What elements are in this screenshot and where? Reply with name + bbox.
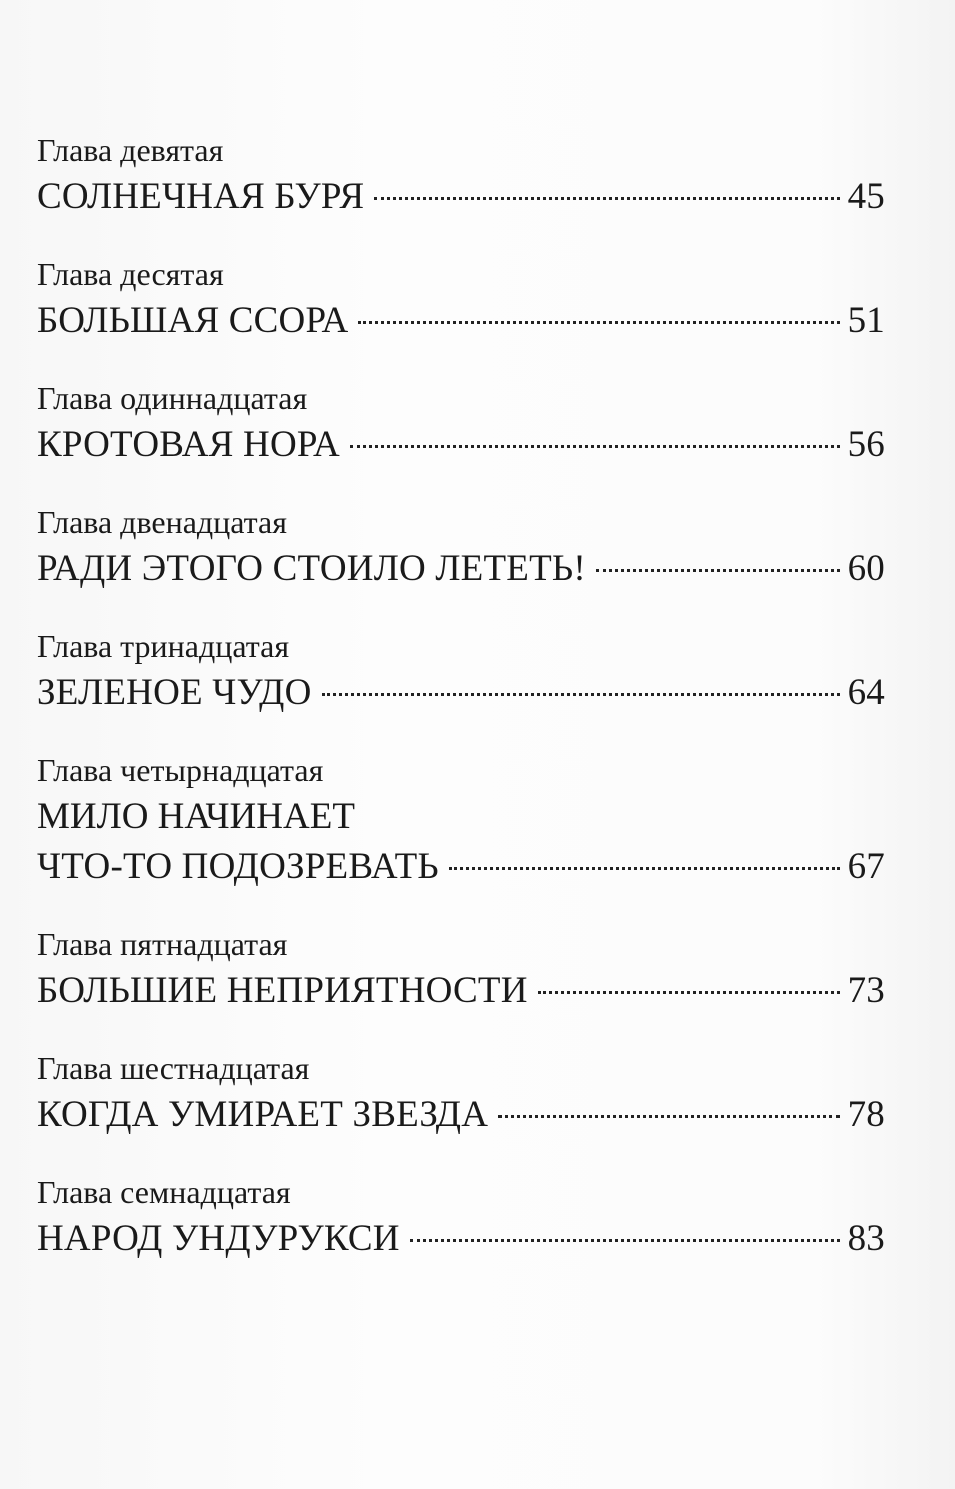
dot-leader — [449, 866, 840, 870]
chapter-title: КОГДА УМИРАЕТ ЗВЕЗДА — [37, 1094, 489, 1135]
chapter-label: Глава двенадцатая — [37, 504, 287, 540]
page-number: 73 — [847, 970, 885, 1011]
dot-leader — [322, 692, 840, 696]
chapter-title-line — [37, 172, 885, 222]
chapter-title: БОЛЬШИЕ НЕПРИЯТНОСТИ — [37, 970, 528, 1011]
chapter-title: РАДИ ЭТОГО СТОИЛО ЛЕТЕТЬ! — [37, 548, 586, 589]
dot-leader — [596, 568, 840, 572]
page-number: 67 — [847, 846, 885, 887]
chapter-title-line — [37, 1090, 885, 1140]
chapter-label: Глава шестнадцатая — [37, 1050, 310, 1086]
chapter-label: Глава тринадцатая — [37, 628, 290, 664]
chapter-title: БОЛЬШАЯ ССОРА — [37, 300, 349, 341]
dot-leader — [358, 320, 839, 324]
chapter-title-line — [37, 1214, 885, 1264]
chapter-title: ЧТО-ТО ПОДОЗРЕВАТЬ — [37, 846, 439, 887]
toc-entry — [37, 500, 885, 594]
table-of-contents — [37, 128, 885, 1294]
dot-leader — [350, 444, 840, 448]
chapter-title-line — [37, 842, 885, 892]
page-number: 60 — [847, 548, 885, 589]
dot-leader — [498, 1114, 839, 1118]
chapter-title: КРОТОВАЯ НОРА — [37, 424, 340, 465]
chapter-label: Глава одиннадцатая — [37, 380, 308, 416]
chapter-label: Глава семнадцатая — [37, 1174, 291, 1210]
toc-entry — [37, 748, 885, 892]
toc-entry — [37, 252, 885, 346]
page-number: 64 — [847, 672, 885, 713]
chapter-label: Глава пятнадцатая — [37, 926, 288, 962]
chapter-label: Глава девятая — [37, 132, 224, 168]
page-number: 83 — [847, 1218, 885, 1259]
page-number: 56 — [847, 424, 885, 465]
dot-leader — [538, 990, 840, 994]
chapter-title-line — [37, 668, 885, 718]
dot-leader — [410, 1238, 840, 1242]
toc-entry — [37, 1170, 885, 1264]
chapter-label: Глава десятая — [37, 256, 224, 292]
chapter-title-line — [37, 966, 885, 1016]
toc-entry — [37, 128, 885, 222]
chapter-label: Глава четырнадцатая — [37, 752, 324, 788]
chapter-title: СОЛНЕЧНАЯ БУРЯ — [37, 176, 365, 217]
toc-entry — [37, 922, 885, 1016]
chapter-title-first-line: МИЛО НАЧИНАЕТ — [37, 796, 355, 837]
chapter-title: НАРОД УНДУРУКСИ — [37, 1218, 400, 1259]
chapter-title-line — [37, 296, 885, 346]
toc-entry — [37, 376, 885, 470]
chapter-title-line — [37, 420, 885, 470]
toc-entry — [37, 624, 885, 718]
page-number: 45 — [847, 176, 885, 217]
dot-leader — [374, 196, 839, 200]
chapter-title: ЗЕЛЕНОЕ ЧУДО — [37, 672, 312, 713]
page-number: 51 — [847, 300, 885, 341]
chapter-title-line — [37, 544, 885, 594]
page-number: 78 — [847, 1094, 885, 1135]
toc-entry — [37, 1046, 885, 1140]
